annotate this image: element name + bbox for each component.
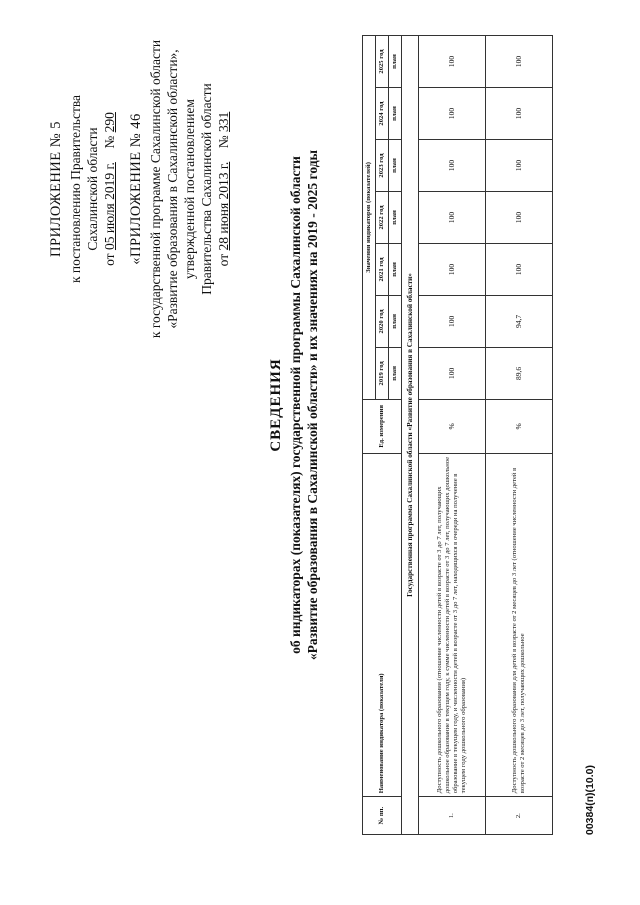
header-year: 2019 год [376,347,389,399]
header-plan: план [389,191,402,243]
header-year: 2022 год [376,191,389,243]
row-value: 100 [486,243,553,295]
row-value: 100 [419,243,486,295]
appendix-line-1: к постановлению Правительства [68,94,83,284]
header-year: 2024 год [376,88,389,140]
row-num: 2. [486,797,553,835]
appendix-date: 05 июля 2019 г. [102,162,117,251]
row-unit: % [486,399,553,453]
row-value: 100 [486,36,553,88]
header-plan: план [389,295,402,347]
row-value: 100 [419,347,486,399]
header-values-group: Значения индикаторов (показателей) [363,36,376,400]
indicators-table [362,35,553,835]
header-year: 2025 год [376,36,389,88]
sub-appendix-date-line [215,29,232,349]
header-year: 2021 год [376,243,389,295]
row-value: 100 [419,295,486,347]
header-plan: план [389,36,402,88]
row-value: 89,6 [486,347,553,399]
caption-line-2: «Развитие образования в Сахалинской области» и их значениях на 2019 - 2025 годы [305,149,320,661]
appendix-line-2: Сахалинской области [85,127,100,251]
header-year: 2023 год [376,140,389,192]
row-value: 100 [486,88,553,140]
header-unit: Ед. измерения [363,399,402,453]
document-number: 00384(п)(10.0) [584,765,596,835]
header-plan: план [389,140,402,192]
sub-appendix-line-4: Правительства Сахалинской области [199,83,214,295]
header-num: № пп. [363,797,402,835]
header-plan: план [389,243,402,295]
row-name: Доступность дошкольного образования (отношение численности детей в возрасте от 3 до 7 лет, получающих дошкольное образование в текущем году, к сумме численности детей в возрасте от 3 до 7 лет, получающих дошкольное образование в текущем году, и численности детей в возрасте от 3 до 7 лет, находящихся в очереди на получение в текущем году дошкольного образования) [419,453,486,796]
appendix-number-prefix: № [102,135,117,149]
appendix-title: ПРИЛОЖЕНИЕ № 5 [48,121,64,257]
table-row [419,36,486,835]
sub-appendix-title: «ПРИЛОЖЕНИЕ № 46 [128,113,144,265]
sub-appendix-line-2: «Развитие образования в Сахалинской области», [165,49,180,329]
row-num: 1. [419,797,486,835]
appendix-date-prefix: от [102,253,117,266]
caption-line-1: об индикаторах (показателях) государственной программы Сахалинской области [288,156,303,654]
row-name: Доступность дошкольного образования для детей в возрасте от 2 месяцев до 3 лет (отношение численности детей в возрасте от 2 месяцев до 3 лет, получающих дошкольное [486,453,553,796]
header-plan: план [389,88,402,140]
row-value: 94,7 [486,295,553,347]
appendix-number: 290 [102,112,117,133]
row-value: 100 [419,140,486,192]
appendix-date-line [101,29,118,349]
row-value: 100 [419,191,486,243]
sub-appendix-line-3: утвержденной постановлением [182,99,197,279]
header-year: 2020 год [376,295,389,347]
sub-appendix-number: 331 [216,111,231,132]
row-value: 100 [486,140,553,192]
appendix-header [48,29,232,349]
row-value: 100 [486,191,553,243]
sub-appendix-number-prefix: № [216,135,231,149]
header-plan: план [389,347,402,399]
section-title: Государственная программа Сахалинской области «Развитие образования в Сахалинской области» [402,36,419,835]
caption-heading: СВЕДЕНИЯ [268,358,284,452]
row-value: 100 [419,36,486,88]
header-name: Наименование индикатора (показателя) [363,453,402,796]
row-value: 100 [419,88,486,140]
row-unit: % [419,399,486,453]
sub-appendix-date-prefix: от [216,253,231,267]
table-row [486,36,553,835]
document-caption [268,95,321,715]
sub-appendix-date: 28 июня 2013 г. [216,161,231,251]
sub-appendix-line-1: к государственной программе Сахалинской области [148,39,163,339]
